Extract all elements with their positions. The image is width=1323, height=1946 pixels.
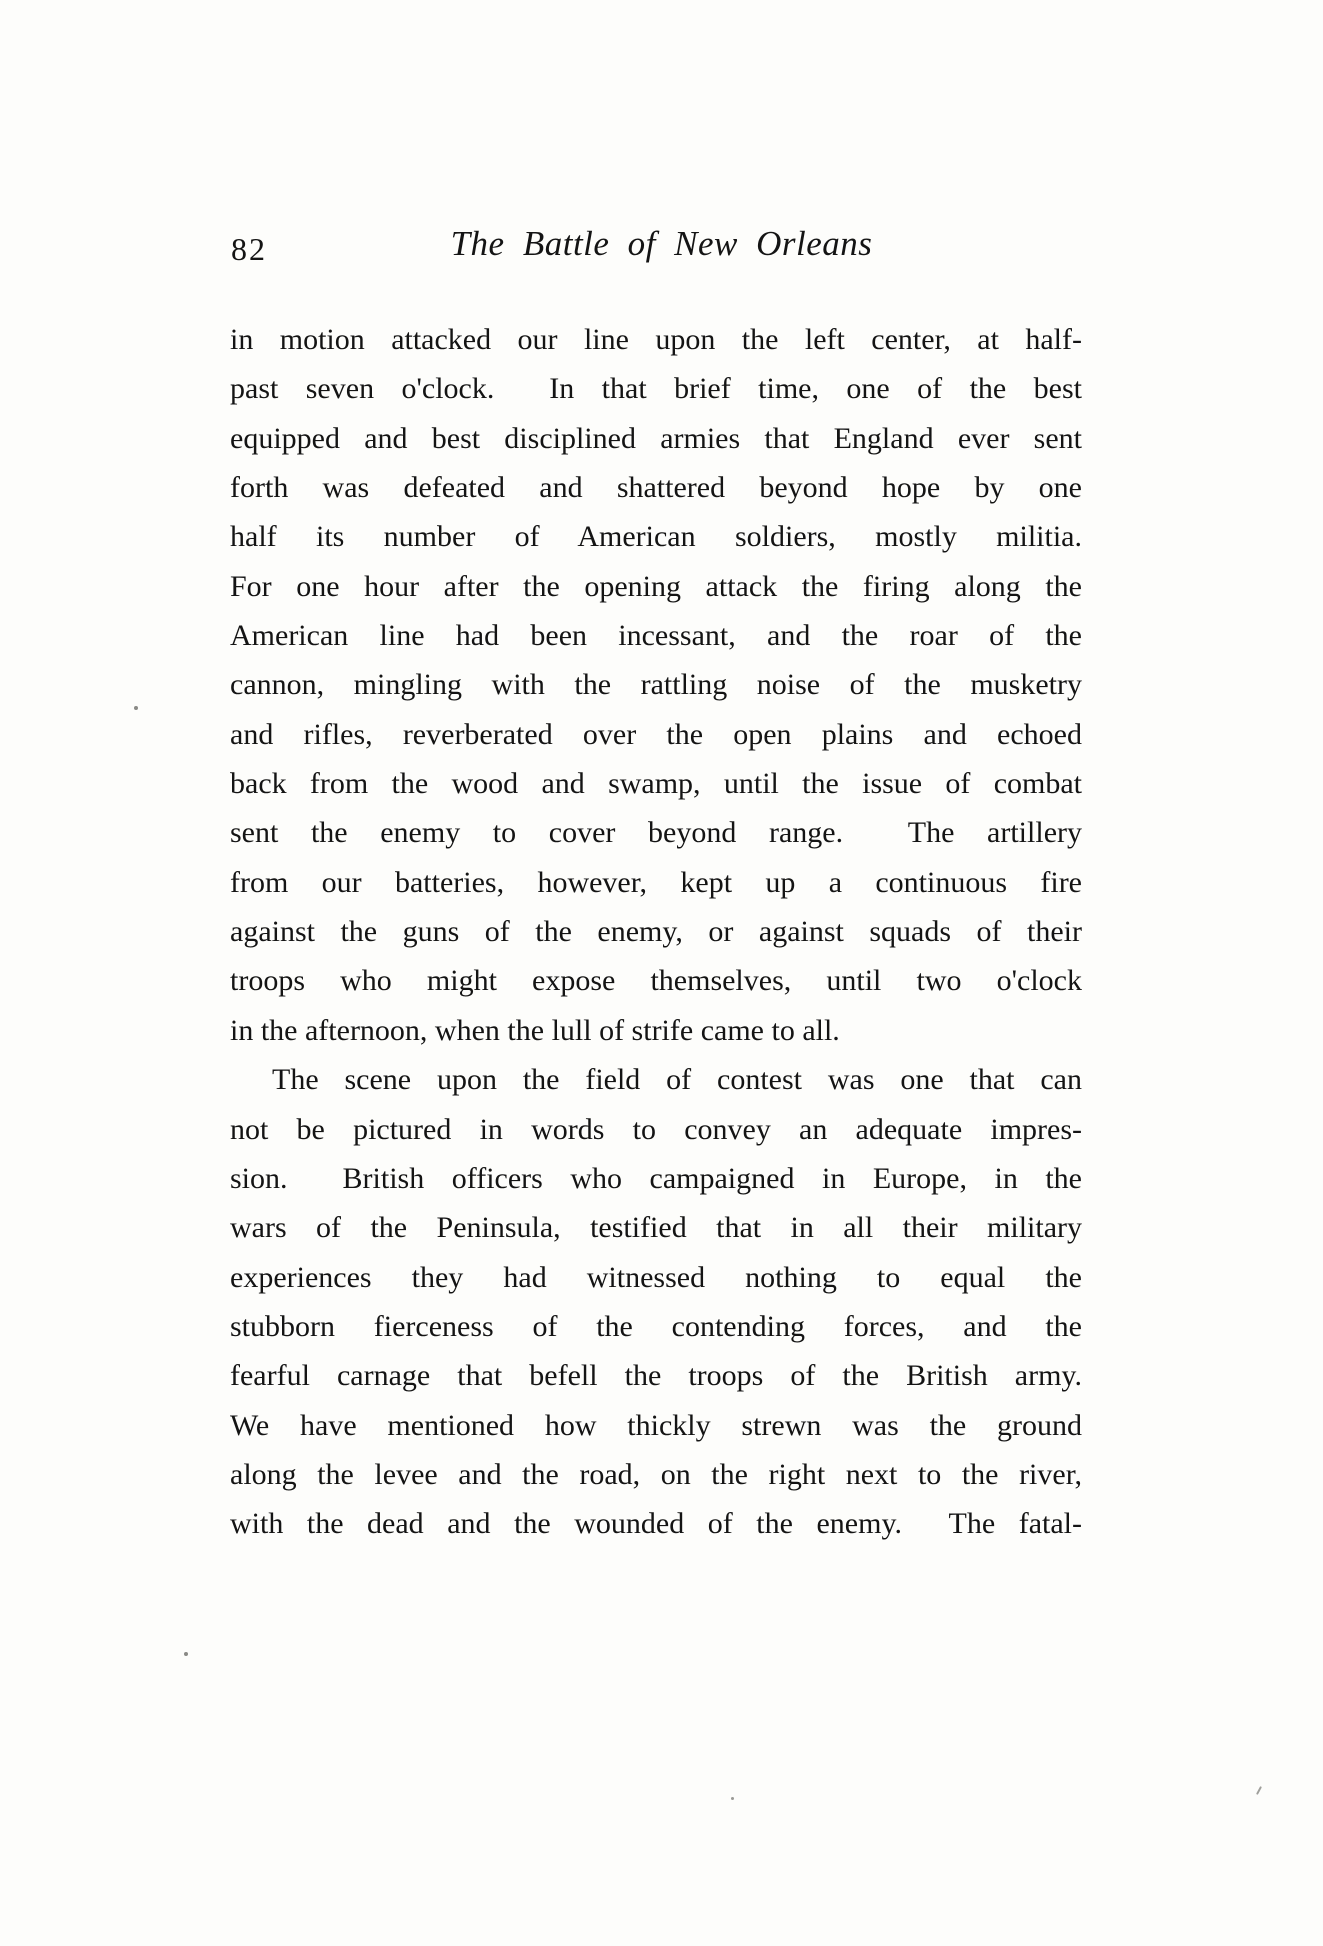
text-line: half its number of American soldiers, mostly militia. [230,520,1082,554]
text-line: experiences they had witnessed nothing to equal the [230,1260,1082,1294]
body-text [230,315,1082,1549]
text-line: forth was defeated and shattered beyond hope by one [230,471,1082,505]
text-line: fearful carnage that befell the troops of the British army. [230,1359,1082,1393]
text-line: with the dead and the wounded of the enemy. The fatal- [230,1507,1082,1541]
text-line: We have mentioned how thickly strewn was the ground [230,1408,1082,1442]
text-line: from our batteries, however, kept up a continuous fire [230,865,1082,899]
text-line: stubborn fierceness of the contending forces, and the [230,1309,1082,1343]
text-line: For one hour after the opening attack the firing along the [230,569,1082,603]
text-line: cannon, mingling with the rattling noise of the musketry [230,668,1082,702]
page-number: 82 [231,231,267,267]
text-line: The scene upon the field of contest was one that can [272,1063,1082,1097]
text-line: not be pictured in words to convey an adequate impres- [230,1112,1082,1146]
text-line: troops who might expose themselves, until two o'clock [230,964,1082,998]
text-line: sion. British officers who campaigned in Europe, in the [230,1161,1082,1195]
text-line: sent the enemy to cover beyond range. The artillery [230,816,1082,850]
scan-speck [731,1797,734,1800]
text-line: equipped and best disciplined armies that England ever sent [230,421,1082,455]
text-line: in the afternoon, when the lull of strife came to all. [230,1013,840,1047]
text-line: against the guns of the enemy, or against squads of their [230,915,1082,949]
scan-speck [134,706,138,710]
scan-speck [184,1652,188,1656]
text-line: back from the wood and swamp, until the issue of combat [230,767,1082,801]
text-line: American line had been incessant, and the roar of the [230,619,1082,653]
text-line: wars of the Peninsula, testified that in all their military [230,1211,1082,1245]
text-line: past seven o'clock. In that brief time, one of the best [230,372,1082,406]
text-line: along the levee and the road, on the right next to the river, [230,1457,1082,1491]
running-title: The Battle of New Orleans [450,224,873,263]
text-line: in motion attacked our line upon the left center, at half- [230,323,1082,356]
text-line: and rifles, reverberated over the open plains and echoed [230,717,1082,751]
scan-speck [1256,1786,1262,1795]
